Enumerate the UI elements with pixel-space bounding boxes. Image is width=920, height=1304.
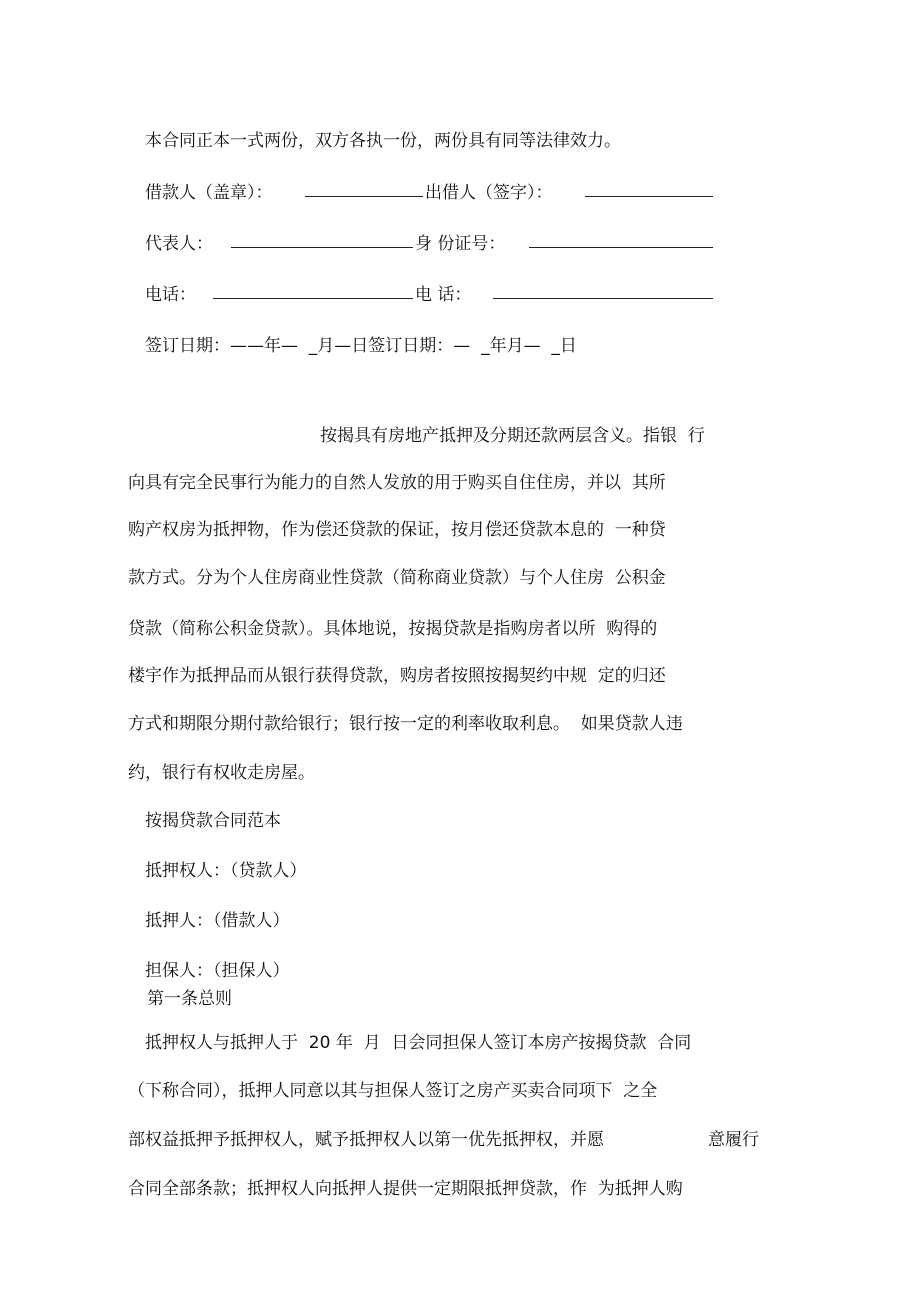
intro-line-8: 约，银行有权收走房屋。 (128, 763, 315, 783)
article-1-line-3-tail: 意履行 (708, 1130, 759, 1150)
intro-line-5: 贷款（简称公积金贷款）。具体地说，按揭贷款是指购房者以所 购得的 (128, 619, 658, 639)
contract-title: 按揭贷款合同范本 (145, 811, 281, 831)
lender-label: 出借人（签字）： (425, 183, 553, 203)
signature-row-phone (145, 284, 725, 306)
phone-label-right: 电 话： (415, 285, 472, 305)
copies-clause: 本合同正本一式两份，双方各执一份，两份具有同等法律效力。 (145, 131, 621, 151)
intro-line-7: 方式和期限分期付款给银行；银行按一定的利率收取利息。 如果贷款人违 (128, 714, 683, 734)
article-1-line-4: 合同全部条款；抵押权人向抵押人提供一定期限抵押贷款，作 为抵押人购 (128, 1179, 683, 1199)
intro-line-1: 按揭具有房地产抵押及分期还款两层含义。指银 行 (320, 426, 705, 446)
intro-line-2: 向具有完全民事行为能力的自然人发放的用于购买自住住房，并以 其所 (128, 473, 666, 493)
id-number-label: 身 份证号： (415, 234, 506, 254)
party-mortgagor: 抵押人：（借款人） (145, 911, 290, 931)
article-1-line-3: 部权益抵押予抵押权人，赋予抵押权人以第一优先抵押权，并愿 (128, 1130, 604, 1150)
phone-label-left: 电话： (145, 285, 196, 305)
representative-label: 代表人： (145, 234, 213, 254)
borrower-seal-blank[interactable] (305, 182, 423, 197)
signature-row-representative (145, 233, 725, 255)
representative-blank[interactable] (231, 233, 413, 248)
article-1-line-2: （下称合同），抵押人同意以其与担保人签订之房产买卖合同项下 之全 (128, 1081, 658, 1101)
lender-signature-blank[interactable] (585, 182, 713, 197)
id-number-blank[interactable] (529, 233, 713, 248)
party-guarantor: 担保人：（担保人） (145, 961, 290, 981)
sign-date-row: 签订日期：——年— _月—日签订日期：— _年月— _日 (145, 336, 577, 356)
party-mortgagee: 抵押权人：（贷款人） (145, 861, 307, 881)
intro-line-6: 楼宇作为抵押品而从银行获得贷款，购房者按照按揭契约中规 定的归还 (128, 666, 666, 686)
phone-blank-left[interactable] (213, 284, 413, 299)
article-1-title: 第一条总则 (147, 989, 232, 1009)
borrower-label: 借款人（盖章）： (145, 183, 273, 203)
article-1-line-1: 抵押权人与抵押人于 20 年 月 日会同担保人签订本房产按揭贷款 合同 (145, 1033, 692, 1053)
intro-line-3: 购产权房为抵押物，作为偿还贷款的保证，按月偿还贷款本息的 一种贷 (128, 520, 666, 540)
intro-line-4: 款方式。分为个人住房商业性贷款（简称商业贷款）与个人住房 公积金 (128, 568, 666, 588)
signature-row-borrower (145, 182, 725, 204)
phone-blank-right[interactable] (493, 284, 713, 299)
